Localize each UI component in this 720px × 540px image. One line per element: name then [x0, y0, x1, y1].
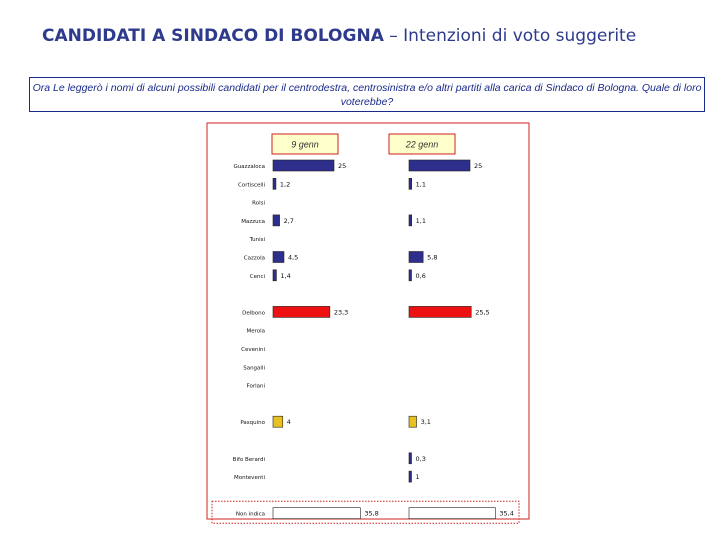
data-label: 4 — [286, 418, 291, 427]
data-label: 5,8 — [427, 253, 438, 262]
data-label: 1,1 — [415, 216, 427, 225]
bar — [409, 453, 412, 464]
data-label: 1,2 — [279, 180, 291, 189]
bar — [273, 306, 330, 317]
question-box: Ora Le leggerò i nomi di alcuni possibili candidati per il centrodestra, centrosinistra e/o altri partiti alla carica di Sindaco di Bologna. Quale di loro voterebbe? — [29, 77, 705, 112]
title-bold: CANDIDATI A SINDACO DI BOLOGNA — [42, 26, 384, 46]
data-label: 2,7 — [283, 216, 294, 225]
bar — [273, 252, 284, 263]
bar — [273, 508, 360, 519]
category-label: Monteventi — [234, 475, 265, 482]
bar — [273, 178, 276, 189]
category-label: Forlani — [246, 383, 265, 390]
bar — [273, 270, 276, 281]
bar — [273, 215, 280, 226]
bar — [273, 160, 334, 171]
column-header-label: 22 genn — [405, 139, 439, 150]
category-label: Non indica — [235, 511, 265, 518]
data-label: 25 — [338, 162, 347, 170]
data-label: 1,4 — [280, 271, 291, 280]
data-label: 23,3 — [333, 308, 349, 317]
bar — [409, 306, 471, 317]
data-label: 25 — [474, 162, 483, 170]
category-label: Sangalli — [243, 365, 265, 372]
data-label: 0,6 — [415, 271, 426, 280]
category-label: Merola — [246, 328, 265, 335]
bar — [409, 508, 495, 519]
category-label: Cazzola — [243, 255, 265, 262]
bar — [409, 270, 412, 281]
category-label: Tunisi — [249, 237, 265, 244]
bar — [409, 160, 470, 171]
bar — [409, 416, 417, 427]
category-label: Pasquino — [240, 420, 265, 427]
category-label: Rolsi — [252, 200, 265, 207]
category-label: Guazzaloca — [233, 164, 265, 170]
column-header-label: 9 genn — [291, 139, 319, 150]
title-rest: – Intenzioni di voto suggerite — [383, 26, 637, 46]
category-label: Bifo Berardi — [232, 456, 265, 463]
data-label: 1,1 — [415, 180, 427, 189]
bar — [409, 471, 412, 482]
bar — [409, 252, 423, 263]
data-label: 3,1 — [420, 418, 431, 427]
data-label: 25,5 — [475, 308, 490, 317]
category-label: Delbono — [242, 310, 265, 317]
bar — [409, 178, 412, 189]
category-label: Cevenini — [241, 347, 265, 353]
data-label: 4,5 — [287, 253, 299, 262]
data-label: 35,8 — [364, 509, 379, 518]
bar — [273, 416, 283, 427]
data-label: 35,4 — [499, 509, 514, 518]
category-label: Cenci — [249, 273, 265, 280]
bar — [409, 215, 412, 226]
data-label: 1 — [415, 473, 420, 482]
category-label: Mazzuca — [241, 218, 265, 225]
data-label: 0,3 — [415, 454, 426, 463]
category-label: Cortiscelli — [237, 182, 265, 189]
